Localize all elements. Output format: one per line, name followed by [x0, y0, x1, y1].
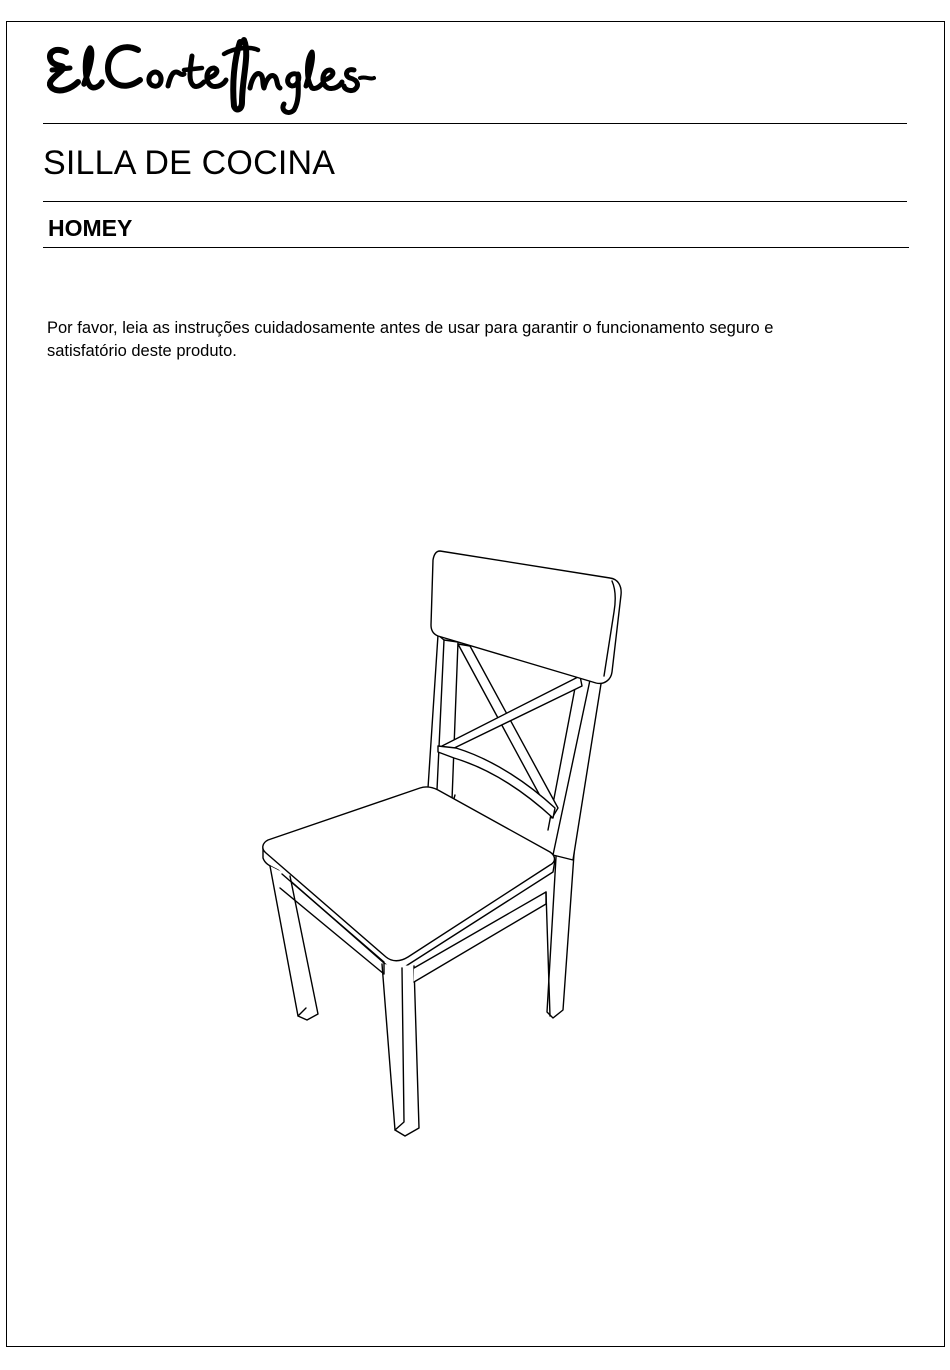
el-corte-ingles-logo [44, 34, 376, 116]
model-name: HOMEY [48, 215, 133, 241]
divider-middle [43, 201, 907, 202]
chair-illustration [255, 545, 635, 1145]
divider-bottom [43, 247, 909, 248]
intro-paragraph: Por favor, leia as instruções cuidadosamente antes de usar para garantir o funcionamento seguro e satisfatório deste produto. [47, 319, 774, 360]
product-title: SILLA DE COCINA [43, 144, 336, 182]
divider-top [43, 123, 907, 124]
